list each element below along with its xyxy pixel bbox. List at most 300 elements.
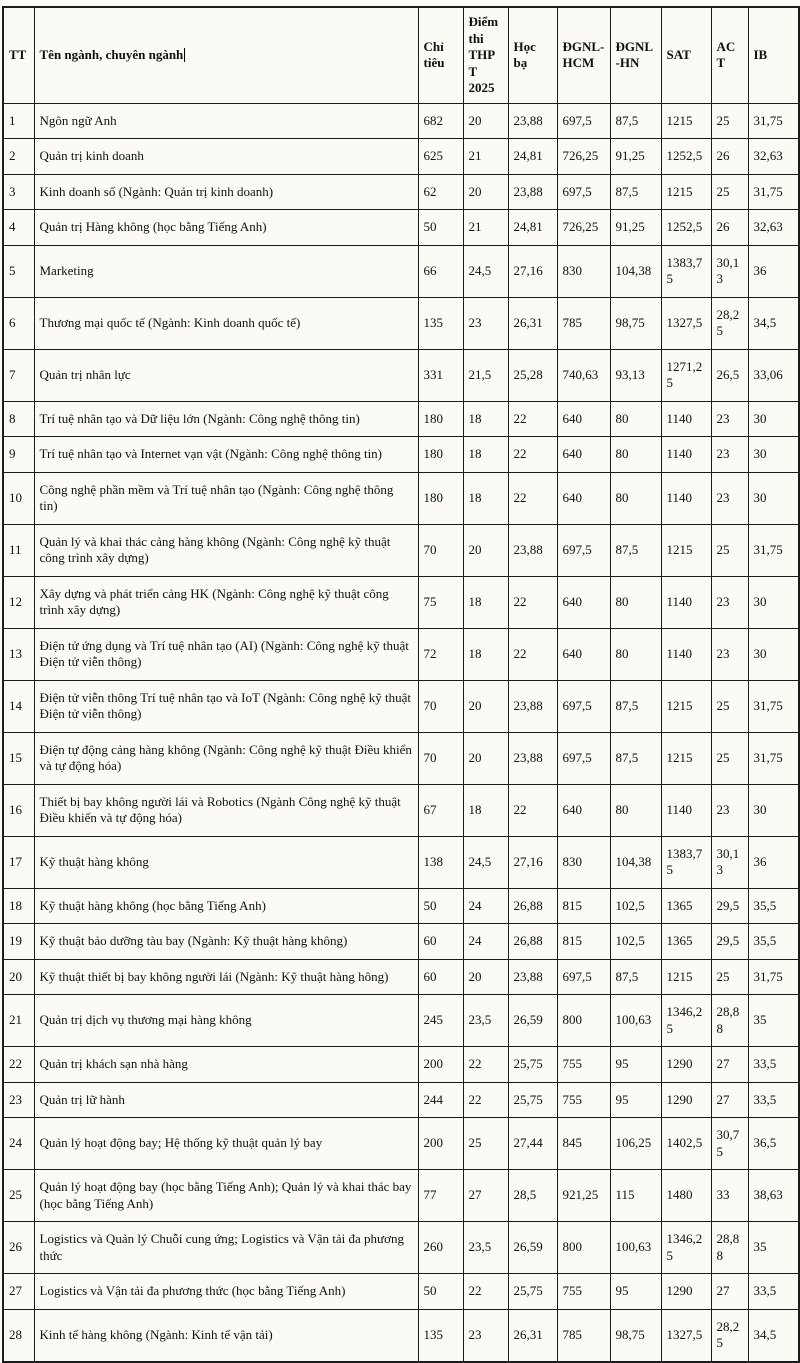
cell-ib: 36,5 (748, 1118, 799, 1170)
cell-thpt: 20 (463, 680, 508, 732)
cell-thpt: 18 (463, 784, 508, 836)
cell-sat: 1215 (661, 524, 711, 576)
cell-hoc_ba: 23,88 (508, 174, 557, 210)
cell-chi_tieu: 75 (418, 576, 463, 628)
cell-sat: 1365 (661, 924, 711, 960)
cell-act: 25 (711, 959, 748, 995)
table-row (3, 628, 799, 680)
cell-dgnl_hn: 102,5 (610, 924, 661, 960)
cell-tt: 11 (3, 524, 34, 576)
cell-sat: 1290 (661, 1274, 711, 1310)
cell-act: 30,13 (711, 836, 748, 888)
cell-thpt: 20 (463, 174, 508, 210)
cell-ib: 31,75 (748, 680, 799, 732)
cell-chi_tieu: 135 (418, 297, 463, 349)
cell-hoc_ba: 26,88 (508, 924, 557, 960)
column-header-thpt: Điểm thi THPT 2025 (463, 7, 508, 103)
cell-chi_tieu: 625 (418, 139, 463, 175)
cell-chi_tieu: 682 (418, 103, 463, 139)
cell-dgnl_hcm: 697,5 (557, 174, 610, 210)
cell-act: 23 (711, 576, 748, 628)
cell-thpt: 23 (463, 1309, 508, 1362)
cell-sat: 1480 (661, 1170, 711, 1222)
cell-tt: 12 (3, 576, 34, 628)
cell-ib: 33,5 (748, 1274, 799, 1310)
cell-chi_tieu: 138 (418, 836, 463, 888)
cell-name: Công nghệ phần mềm và Trí tuệ nhân tạo (Ngành: Công nghệ thông tin) (34, 472, 418, 524)
cell-chi_tieu: 180 (418, 437, 463, 473)
cell-thpt: 21,5 (463, 349, 508, 401)
cell-dgnl_hcm: 755 (557, 1274, 610, 1310)
cell-dgnl_hn: 104,38 (610, 245, 661, 297)
cell-act: 26 (711, 139, 748, 175)
cell-dgnl_hn: 95 (610, 1274, 661, 1310)
cell-dgnl_hcm: 755 (557, 1047, 610, 1083)
cell-chi_tieu: 70 (418, 732, 463, 784)
cell-dgnl_hcm: 640 (557, 576, 610, 628)
cell-ib: 30 (748, 401, 799, 437)
cell-chi_tieu: 200 (418, 1047, 463, 1083)
cell-ib: 34,5 (748, 297, 799, 349)
cell-thpt: 18 (463, 437, 508, 473)
cell-dgnl_hn: 104,38 (610, 836, 661, 888)
cell-ib: 33,06 (748, 349, 799, 401)
cell-name: Ngôn ngữ Anh (34, 103, 418, 139)
table-row (3, 1118, 799, 1170)
cell-ib: 38,63 (748, 1170, 799, 1222)
cell-name: Điện tự động cảng hàng không (Ngành: Công nghệ kỹ thuật Điều khiển và tự động hóa) (34, 732, 418, 784)
cell-hoc_ba: 25,75 (508, 1274, 557, 1310)
cell-dgnl_hn: 80 (610, 628, 661, 680)
cell-dgnl_hcm: 697,5 (557, 680, 610, 732)
table-body (3, 103, 799, 1362)
cell-name: Logistics và Vận tải đa phương thức (học bằng Tiếng Anh) (34, 1274, 418, 1310)
cell-dgnl_hcm: 830 (557, 836, 610, 888)
cell-thpt: 21 (463, 139, 508, 175)
cell-tt: 19 (3, 924, 34, 960)
cell-name: Quản lý và khai thác cảng hàng không (Ngành: Công nghệ kỹ thuật công trình xây dựng) (34, 524, 418, 576)
cell-chi_tieu: 66 (418, 245, 463, 297)
cell-name: Trí tuệ nhân tạo và Internet vạn vật (Ngành: Công nghệ thông tin) (34, 437, 418, 473)
cell-act: 26,5 (711, 349, 748, 401)
cell-name: Quản trị khách sạn nhà hàng (34, 1047, 418, 1083)
cell-hoc_ba: 23,88 (508, 103, 557, 139)
cell-tt: 27 (3, 1274, 34, 1310)
table-row (3, 1274, 799, 1310)
cell-dgnl_hcm: 830 (557, 245, 610, 297)
cell-name: Kỹ thuật hàng không (34, 836, 418, 888)
cell-ib: 31,75 (748, 524, 799, 576)
cell-ib: 33,5 (748, 1047, 799, 1083)
cell-dgnl_hcm: 640 (557, 401, 610, 437)
cell-tt: 18 (3, 888, 34, 924)
cell-dgnl_hcm: 755 (557, 1082, 610, 1118)
table-row (3, 1309, 799, 1362)
cell-dgnl_hn: 91,25 (610, 210, 661, 246)
cell-chi_tieu: 50 (418, 1274, 463, 1310)
cell-thpt: 23,5 (463, 1222, 508, 1274)
cell-sat: 1252,5 (661, 210, 711, 246)
cell-chi_tieu: 70 (418, 524, 463, 576)
cell-thpt: 24,5 (463, 836, 508, 888)
cell-thpt: 21 (463, 210, 508, 246)
cell-tt: 8 (3, 401, 34, 437)
cell-act: 28,25 (711, 297, 748, 349)
cell-dgnl_hcm: 640 (557, 437, 610, 473)
cell-ib: 30 (748, 576, 799, 628)
cell-chi_tieu: 245 (418, 995, 463, 1047)
cell-ib: 30 (748, 628, 799, 680)
cell-thpt: 23 (463, 297, 508, 349)
cell-tt: 26 (3, 1222, 34, 1274)
cell-tt: 3 (3, 174, 34, 210)
table-row (3, 732, 799, 784)
cell-ib: 32,63 (748, 139, 799, 175)
cell-hoc_ba: 26,31 (508, 297, 557, 349)
cell-dgnl_hn: 87,5 (610, 959, 661, 995)
cell-dgnl_hn: 87,5 (610, 680, 661, 732)
cell-tt: 24 (3, 1118, 34, 1170)
cell-chi_tieu: 50 (418, 210, 463, 246)
cell-sat: 1140 (661, 472, 711, 524)
cell-thpt: 20 (463, 959, 508, 995)
cell-dgnl_hcm: 815 (557, 924, 610, 960)
cell-act: 23 (711, 628, 748, 680)
cell-chi_tieu: 200 (418, 1118, 463, 1170)
header-row (3, 7, 799, 103)
cell-sat: 1327,5 (661, 297, 711, 349)
cell-thpt: 18 (463, 401, 508, 437)
cell-dgnl_hn: 100,63 (610, 995, 661, 1047)
column-header-dgnl_hn: ĐGNL-HN (610, 7, 661, 103)
cell-ib: 30 (748, 437, 799, 473)
cell-sat: 1215 (661, 103, 711, 139)
cell-ib: 30 (748, 784, 799, 836)
cell-ib: 35,5 (748, 888, 799, 924)
cell-name: Marketing (34, 245, 418, 297)
cell-chi_tieu: 77 (418, 1170, 463, 1222)
table-row (3, 995, 799, 1047)
cell-chi_tieu: 244 (418, 1082, 463, 1118)
cell-tt: 14 (3, 680, 34, 732)
cell-hoc_ba: 27,16 (508, 245, 557, 297)
cell-dgnl_hcm: 697,5 (557, 959, 610, 995)
cell-chi_tieu: 180 (418, 401, 463, 437)
cell-dgnl_hcm: 845 (557, 1118, 610, 1170)
table-row (3, 576, 799, 628)
cell-hoc_ba: 26,31 (508, 1309, 557, 1362)
cell-name: Kỹ thuật bảo dưỡng tàu bay (Ngành: Kỹ thuật hàng không) (34, 924, 418, 960)
cell-act: 23 (711, 784, 748, 836)
cell-dgnl_hcm: 640 (557, 628, 610, 680)
cell-act: 23 (711, 472, 748, 524)
table-row (3, 1170, 799, 1222)
cell-sat: 1290 (661, 1047, 711, 1083)
cell-act: 25 (711, 174, 748, 210)
cell-tt: 17 (3, 836, 34, 888)
cell-hoc_ba: 26,88 (508, 888, 557, 924)
cell-hoc_ba: 25,75 (508, 1082, 557, 1118)
cell-name: Quản trị kinh doanh (34, 139, 418, 175)
cell-chi_tieu: 50 (418, 888, 463, 924)
cell-thpt: 22 (463, 1047, 508, 1083)
cell-thpt: 20 (463, 732, 508, 784)
cell-tt: 4 (3, 210, 34, 246)
cell-tt: 6 (3, 297, 34, 349)
cell-sat: 1215 (661, 732, 711, 784)
cell-dgnl_hn: 87,5 (610, 732, 661, 784)
cell-thpt: 23,5 (463, 995, 508, 1047)
column-header-act: ACT (711, 7, 748, 103)
cell-tt: 7 (3, 349, 34, 401)
cell-dgnl_hn: 95 (610, 1082, 661, 1118)
cell-ib: 31,75 (748, 959, 799, 995)
cell-dgnl_hn: 87,5 (610, 103, 661, 139)
cell-chi_tieu: 67 (418, 784, 463, 836)
cell-thpt: 18 (463, 576, 508, 628)
cell-chi_tieu: 331 (418, 349, 463, 401)
table-row (3, 437, 799, 473)
cell-chi_tieu: 72 (418, 628, 463, 680)
table-row (3, 924, 799, 960)
cell-dgnl_hcm: 697,5 (557, 103, 610, 139)
cell-name: Quản trị dịch vụ thương mại hàng không (34, 995, 418, 1047)
cell-act: 25 (711, 732, 748, 784)
table-row (3, 524, 799, 576)
cell-sat: 1140 (661, 628, 711, 680)
table-row (3, 1047, 799, 1083)
cell-act: 23 (711, 437, 748, 473)
cell-tt: 13 (3, 628, 34, 680)
cell-sat: 1271,25 (661, 349, 711, 401)
cell-chi_tieu: 60 (418, 959, 463, 995)
cell-dgnl_hn: 80 (610, 401, 661, 437)
cell-hoc_ba: 23,88 (508, 524, 557, 576)
cell-ib: 31,75 (748, 103, 799, 139)
cell-sat: 1215 (661, 174, 711, 210)
cell-sat: 1215 (661, 959, 711, 995)
cell-thpt: 24 (463, 888, 508, 924)
cell-thpt: 18 (463, 472, 508, 524)
cell-name: Quản trị nhân lực (34, 349, 418, 401)
cell-dgnl_hn: 93,13 (610, 349, 661, 401)
cell-act: 25 (711, 103, 748, 139)
cell-chi_tieu: 62 (418, 174, 463, 210)
cell-dgnl_hn: 80 (610, 576, 661, 628)
cell-hoc_ba: 22 (508, 784, 557, 836)
cell-chi_tieu: 260 (418, 1222, 463, 1274)
cell-sat: 1327,5 (661, 1309, 711, 1362)
table-row (3, 784, 799, 836)
cell-dgnl_hn: 98,75 (610, 297, 661, 349)
cell-hoc_ba: 28,5 (508, 1170, 557, 1222)
cell-ib: 32,63 (748, 210, 799, 246)
cell-hoc_ba: 23,88 (508, 680, 557, 732)
cell-name: Điện tử viễn thông Trí tuệ nhân tạo và IoT (Ngành: Công nghệ kỹ thuật Điện tử viễn thông) (34, 680, 418, 732)
cell-act: 30,75 (711, 1118, 748, 1170)
cell-ib: 36 (748, 245, 799, 297)
cell-tt: 16 (3, 784, 34, 836)
cell-ib: 31,75 (748, 174, 799, 210)
cell-act: 27 (711, 1082, 748, 1118)
cell-sat: 1383,75 (661, 245, 711, 297)
cell-dgnl_hn: 87,5 (610, 174, 661, 210)
cell-dgnl_hcm: 740,63 (557, 349, 610, 401)
cell-sat: 1346,25 (661, 995, 711, 1047)
cell-dgnl_hn: 106,25 (610, 1118, 661, 1170)
table-row (3, 959, 799, 995)
column-header-dgnl_hcm: ĐGNL-HCM (557, 7, 610, 103)
cell-dgnl_hcm: 785 (557, 1309, 610, 1362)
cell-hoc_ba: 22 (508, 576, 557, 628)
cell-thpt: 22 (463, 1082, 508, 1118)
table-row (3, 680, 799, 732)
table-row (3, 888, 799, 924)
cell-act: 30,13 (711, 245, 748, 297)
cell-thpt: 20 (463, 524, 508, 576)
cell-ib: 35 (748, 995, 799, 1047)
cell-hoc_ba: 27,16 (508, 836, 557, 888)
cell-dgnl_hn: 98,75 (610, 1309, 661, 1362)
cell-name: Kinh doanh số (Ngành: Quản trị kinh doanh) (34, 174, 418, 210)
cell-dgnl_hn: 102,5 (610, 888, 661, 924)
cell-act: 26 (711, 210, 748, 246)
cell-chi_tieu: 60 (418, 924, 463, 960)
cell-dgnl_hcm: 640 (557, 472, 610, 524)
table-row (3, 103, 799, 139)
cell-name: Quản lý hoạt động bay (học bằng Tiếng Anh); Quản lý và khai thác bay (học bằng Tiếng Anh) (34, 1170, 418, 1222)
table-row (3, 139, 799, 175)
cell-hoc_ba: 23,88 (508, 959, 557, 995)
cell-name: Quản trị lữ hành (34, 1082, 418, 1118)
cell-name: Quản trị Hàng không (học bằng Tiếng Anh) (34, 210, 418, 246)
table-row (3, 349, 799, 401)
cell-dgnl_hn: 95 (610, 1047, 661, 1083)
cell-chi_tieu: 135 (418, 1309, 463, 1362)
table-row (3, 245, 799, 297)
cell-sat: 1140 (661, 576, 711, 628)
cell-sat: 1140 (661, 784, 711, 836)
cell-name: Kỹ thuật hàng không (học bằng Tiếng Anh) (34, 888, 418, 924)
cell-name: Điện tử ứng dụng và Trí tuệ nhân tạo (AI) (Ngành: Công nghệ kỹ thuật Điện tử viễn thông) (34, 628, 418, 680)
cell-tt: 21 (3, 995, 34, 1047)
cell-dgnl_hn: 87,5 (610, 524, 661, 576)
cell-hoc_ba: 24,81 (508, 139, 557, 175)
cell-act: 25 (711, 524, 748, 576)
cell-tt: 23 (3, 1082, 34, 1118)
cell-tt: 10 (3, 472, 34, 524)
cell-tt: 22 (3, 1047, 34, 1083)
cell-ib: 35,5 (748, 924, 799, 960)
cell-name: Xây dựng và phát triển cảng HK (Ngành: Công nghệ kỹ thuật công trình xây dựng) (34, 576, 418, 628)
cell-act: 28,88 (711, 1222, 748, 1274)
cell-act: 28,25 (711, 1309, 748, 1362)
cell-ib: 34,5 (748, 1309, 799, 1362)
table-row (3, 210, 799, 246)
cell-hoc_ba: 22 (508, 437, 557, 473)
cell-thpt: 25 (463, 1118, 508, 1170)
cell-sat: 1365 (661, 888, 711, 924)
cell-dgnl_hcm: 785 (557, 297, 610, 349)
table-row (3, 401, 799, 437)
cell-sat: 1290 (661, 1082, 711, 1118)
column-header-chi_tieu: Chỉ tiêu (418, 7, 463, 103)
cell-act: 28,88 (711, 995, 748, 1047)
cell-dgnl_hcm: 726,25 (557, 210, 610, 246)
cell-tt: 28 (3, 1309, 34, 1362)
cell-hoc_ba: 26,59 (508, 1222, 557, 1274)
cell-ib: 33,5 (748, 1082, 799, 1118)
table-row (3, 836, 799, 888)
column-header-sat: SAT (661, 7, 711, 103)
cell-sat: 1140 (661, 401, 711, 437)
cell-sat: 1402,5 (661, 1118, 711, 1170)
cell-act: 29,5 (711, 924, 748, 960)
cell-name: Trí tuệ nhân tạo và Dữ liệu lớn (Ngành: Công nghệ thông tin) (34, 401, 418, 437)
cell-dgnl_hn: 115 (610, 1170, 661, 1222)
table-row (3, 174, 799, 210)
column-header-name: Tên ngành, chuyên ngành (34, 7, 418, 103)
admissions-table (2, 6, 800, 1363)
cell-act: 27 (711, 1274, 748, 1310)
cell-sat: 1383,75 (661, 836, 711, 888)
column-header-ib: IB (748, 7, 799, 103)
cell-hoc_ba: 22 (508, 628, 557, 680)
cell-tt: 20 (3, 959, 34, 995)
cell-dgnl_hcm: 815 (557, 888, 610, 924)
cell-hoc_ba: 22 (508, 472, 557, 524)
cell-hoc_ba: 24,81 (508, 210, 557, 246)
cell-thpt: 24,5 (463, 245, 508, 297)
cell-chi_tieu: 70 (418, 680, 463, 732)
cell-thpt: 27 (463, 1170, 508, 1222)
cell-act: 23 (711, 401, 748, 437)
cell-name: Quản lý hoạt động bay; Hệ thống kỹ thuật quản lý bay (34, 1118, 418, 1170)
cell-sat: 1346,25 (661, 1222, 711, 1274)
cell-thpt: 18 (463, 628, 508, 680)
cell-sat: 1252,5 (661, 139, 711, 175)
table-row (3, 472, 799, 524)
cell-sat: 1215 (661, 680, 711, 732)
column-header-hoc_ba: Học bạ (508, 7, 557, 103)
cell-dgnl_hn: 100,63 (610, 1222, 661, 1274)
cell-ib: 36 (748, 836, 799, 888)
cell-act: 29,5 (711, 888, 748, 924)
cell-dgnl_hcm: 640 (557, 784, 610, 836)
cell-hoc_ba: 25,28 (508, 349, 557, 401)
cell-name: Kinh tế hàng không (Ngành: Kinh tế vận tải) (34, 1309, 418, 1362)
cell-hoc_ba: 26,59 (508, 995, 557, 1047)
cell-thpt: 24 (463, 924, 508, 960)
cell-sat: 1140 (661, 437, 711, 473)
cell-hoc_ba: 27,44 (508, 1118, 557, 1170)
cell-dgnl_hn: 80 (610, 784, 661, 836)
cell-ib: 30 (748, 472, 799, 524)
cell-dgnl_hcm: 921,25 (557, 1170, 610, 1222)
cell-ib: 35 (748, 1222, 799, 1274)
cell-dgnl_hcm: 697,5 (557, 732, 610, 784)
cell-tt: 1 (3, 103, 34, 139)
cell-act: 33 (711, 1170, 748, 1222)
cell-act: 25 (711, 680, 748, 732)
cell-tt: 15 (3, 732, 34, 784)
cell-ib: 31,75 (748, 732, 799, 784)
cell-name: Logistics và Quản lý Chuỗi cung ứng; Logistics và Vận tải đa phương thức (34, 1222, 418, 1274)
cell-dgnl_hcm: 697,5 (557, 524, 610, 576)
cell-tt: 25 (3, 1170, 34, 1222)
cell-hoc_ba: 22 (508, 401, 557, 437)
table-row (3, 297, 799, 349)
